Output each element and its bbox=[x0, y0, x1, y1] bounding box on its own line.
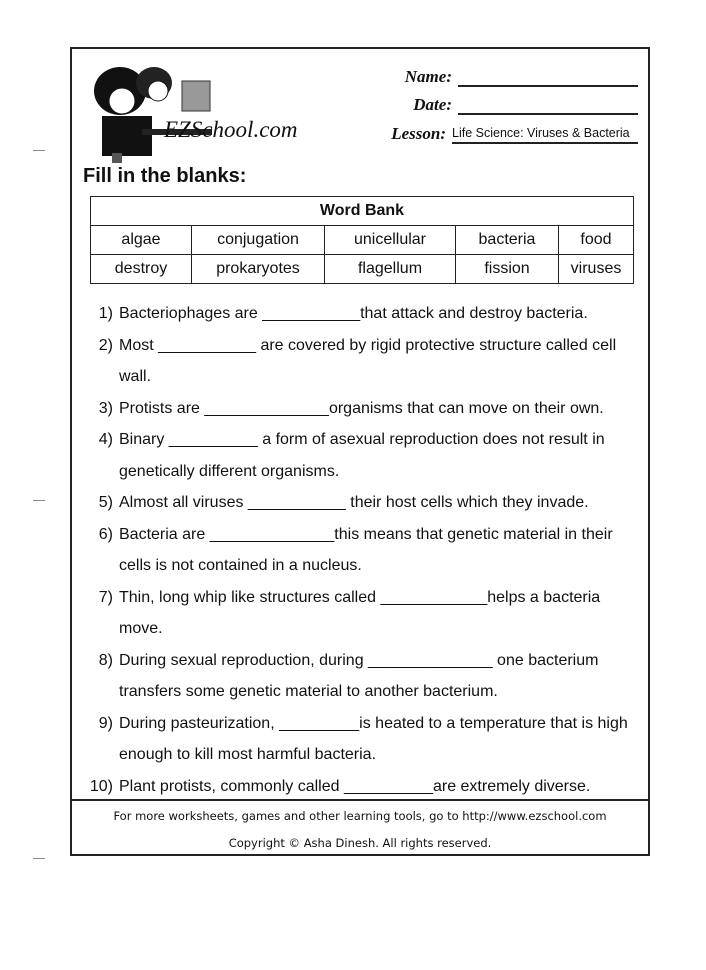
question-text: Binary __________ a form of asexual reproduction does not result in genetically different organisms. bbox=[119, 431, 605, 480]
word-bank-cell: algae bbox=[91, 226, 192, 255]
page-title: Fill in the blanks: bbox=[83, 165, 247, 187]
word-bank-cell: viruses bbox=[559, 255, 634, 284]
question-list bbox=[72, 298, 632, 802]
logo-text: EZSchool.com bbox=[164, 117, 298, 142]
date-blank[interactable] bbox=[458, 97, 638, 115]
question bbox=[72, 487, 632, 519]
word-bank-cell: fission bbox=[456, 255, 559, 284]
lesson-field bbox=[391, 124, 638, 144]
question bbox=[72, 582, 632, 645]
word-bank-cell: destroy bbox=[91, 255, 192, 284]
question-number: 9) bbox=[98, 714, 113, 732]
word-bank-cell: flagellum bbox=[325, 255, 456, 284]
question bbox=[72, 708, 632, 771]
question-text: Plant protists, commonly called __________are extremely diverse. bbox=[119, 777, 591, 795]
question-text: During pasteurization, _________is heated to a temperature that is high enough to kill most harmful bacteria. bbox=[119, 714, 628, 763]
word-bank-cell: bacteria bbox=[456, 226, 559, 255]
word-bank-cell: conjugation bbox=[192, 226, 325, 255]
question-text: Bacteriophages are ___________that attack and destroy bacteria. bbox=[119, 305, 588, 322]
question-number: 3) bbox=[98, 399, 113, 417]
date-field[interactable] bbox=[413, 95, 638, 115]
question bbox=[72, 645, 632, 708]
name-label: Name: bbox=[404, 67, 452, 86]
question bbox=[72, 519, 632, 582]
date-label: Date: bbox=[413, 95, 452, 114]
footer-note: For more worksheets, games and other learning tools, go to http://www.ezschool.com bbox=[113, 809, 607, 823]
question bbox=[72, 330, 632, 393]
question-number: 10) bbox=[89, 777, 113, 795]
question bbox=[72, 424, 632, 487]
word-bank-heading: Word Bank bbox=[91, 197, 634, 226]
name-blank[interactable] bbox=[458, 69, 638, 87]
worksheet bbox=[70, 47, 650, 856]
question-text: Bacteria are ______________this means that genetic material in their cells is not contained in a nucleus. bbox=[119, 525, 613, 574]
question-text: Thin, long whip like structures called ____________helps a bacteria move. bbox=[119, 588, 601, 637]
question bbox=[72, 298, 632, 330]
question-number: 2) bbox=[98, 336, 113, 354]
question-number: 7) bbox=[98, 588, 113, 606]
ezschool-logo bbox=[82, 61, 322, 166]
lesson-value: Life Science: Viruses & Bacteria bbox=[452, 126, 638, 144]
question bbox=[72, 771, 632, 803]
lesson-label: Lesson: bbox=[391, 124, 446, 143]
question-number: 8) bbox=[98, 651, 113, 669]
copyright: Copyright © Asha Dinesh. All rights reserved. bbox=[228, 836, 492, 850]
name-field[interactable] bbox=[405, 67, 638, 87]
word-bank-row bbox=[91, 255, 634, 284]
question-number: 6) bbox=[98, 525, 113, 543]
question-text: Almost all viruses ___________ their host cells which they invade. bbox=[119, 494, 589, 511]
question-text: Protists are ______________organisms that can move on their own. bbox=[119, 399, 604, 417]
word-bank-cell: food bbox=[559, 226, 634, 255]
word-bank-cell: prokaryotes bbox=[192, 255, 325, 284]
question-number: 1) bbox=[98, 305, 113, 322]
question bbox=[72, 393, 632, 425]
question-number: 4) bbox=[98, 431, 113, 448]
question-text: Most ___________ are covered by rigid protective structure called cell wall. bbox=[119, 336, 617, 385]
word-bank-table bbox=[90, 196, 634, 284]
word-bank-row bbox=[91, 226, 634, 255]
footer-divider bbox=[72, 799, 648, 801]
question-text: During sexual reproduction, during ______________ one bacterium transfers some genetic material to another bacterium. bbox=[119, 651, 599, 700]
kids-computer-illustration bbox=[82, 61, 322, 166]
question-number: 5) bbox=[98, 494, 113, 511]
word-bank-cell: unicellular bbox=[325, 226, 456, 255]
